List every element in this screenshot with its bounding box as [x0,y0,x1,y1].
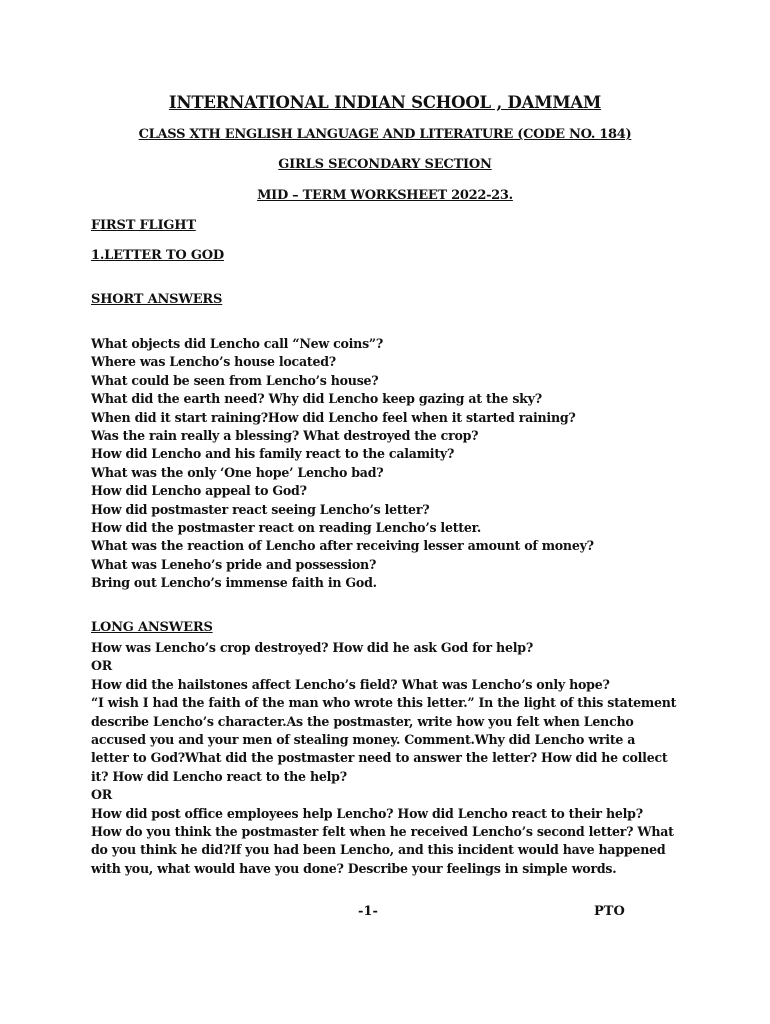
question-item: When did it start raining?How did Lencho feel when it started raining? [91,409,576,425]
book-title: FIRST FLIGHT [91,218,196,233]
long-answer-line: describe Lencho’s character.As the postmaster, write how you felt when Lencho [91,713,634,729]
question-item: What could be seen from Lencho’s house? [91,372,379,388]
question-item: Bring out Lencho’s immense faith in God. [91,575,377,591]
page-number: -1- [358,904,378,919]
long-answer-line: How was Lencho’s crop destroyed? How did he ask God for help? [91,640,533,655]
worksheet-title: MID – TERM WORKSHEET 2022-23. [257,188,513,203]
long-answer-line: do you think he did?If you had been Lencho, and this incident would have happened [91,842,666,858]
long-answer-line: How did the hailstones affect Lencho’s field? What was Lencho’s only hope? [91,676,610,692]
long-answers-heading: LONG ANSWERS [91,620,213,635]
long-answer-line: How do you think the postmaster felt when he received Lencho’s second letter? What [91,824,674,840]
long-answer-line: with you, what would have you done? Describe your feelings in simple words. [91,860,617,876]
question-item: How did postmaster react seeing Lencho’s letter? [91,501,430,517]
question-item: What did the earth need? Why did Lencho keep gazing at the sky? [91,391,542,407]
section-title: GIRLS SECONDARY SECTION [278,157,492,172]
question-item: How did the postmaster react on reading Lencho’s letter. [91,520,481,536]
question-item: What objects did Lencho call “New coins”? [91,336,384,351]
long-answer-questions [91,639,691,878]
short-answer-questions [91,335,691,593]
or-separator: OR [91,658,112,674]
question-item: What was Leneho’s pride and possession? [91,556,377,572]
question-item: How did Lencho appeal to God? [91,483,307,499]
long-answer-line: accused you and your men of stealing money. Comment.Why did Lencho write a [91,732,636,748]
question-item: What was the only ‘One hope’ Lencho bad? [91,464,384,480]
short-answers-heading: SHORT ANSWERS [91,292,223,307]
question-item: Where was Lencho’s house located? [91,354,336,370]
question-item: What was the reaction of Lencho after receiving lesser amount of money? [91,538,594,554]
long-answer-line: How did post office employees help Lencho? How did Lencho react to their help? [91,805,643,821]
long-answer-line: “I wish I had the faith of the man who wrote this letter.” In the light of this statement [91,695,677,711]
question-item: Was the rain really a blessing? What destroyed the crop? [91,428,479,444]
long-answer-line: it? How did Lencho react to the help? [91,768,347,784]
long-answer-line: letter to God?What did the postmaster need to answer the letter? How did he collect [91,750,668,766]
or-separator: OR [91,787,112,803]
school-title: INTERNATIONAL INDIAN SCHOOL , DAMMAM [168,93,602,112]
question-item: How did Lencho and his family react to the calamity? [91,446,455,462]
chapter-title: 1.LETTER TO GOD [91,248,224,263]
class-subject-line: CLASS XTH ENGLISH LANGUAGE AND LITERATURE (CODE NO. 184) [138,127,632,142]
pto-label: PTO [594,904,625,919]
